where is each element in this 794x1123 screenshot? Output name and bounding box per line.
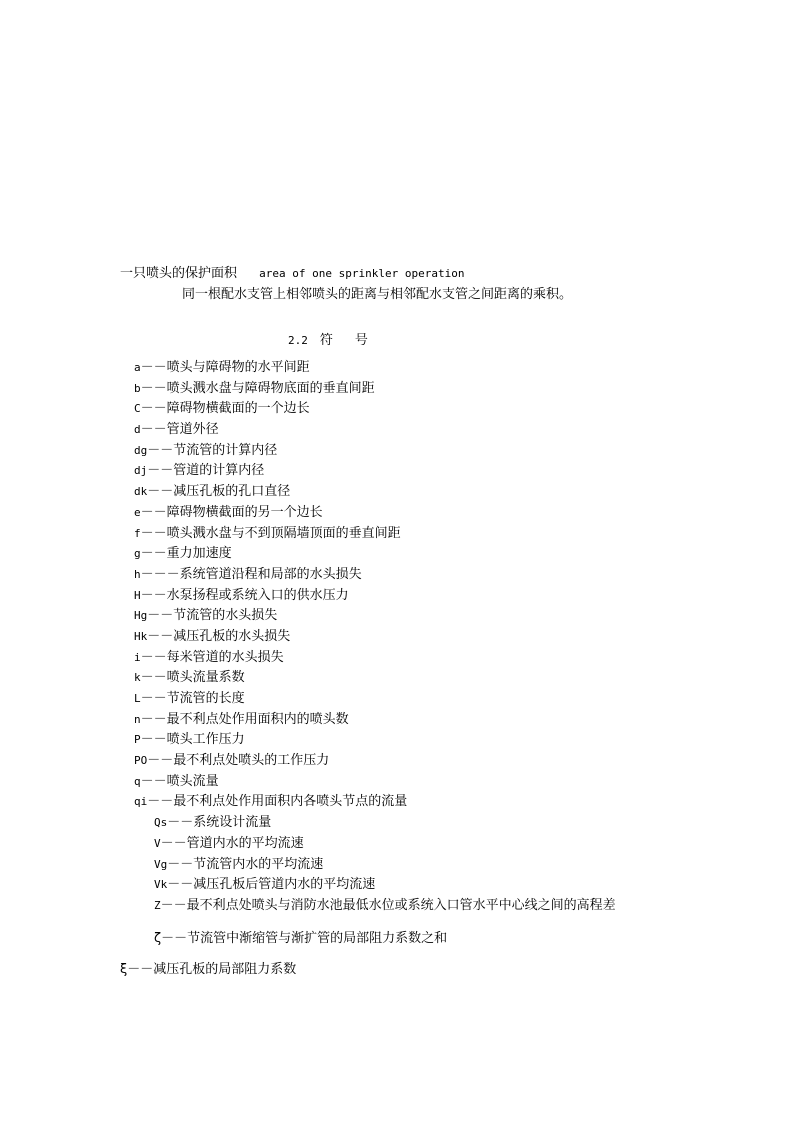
symbol-description: －－系统设计流量 bbox=[167, 815, 272, 831]
symbol-code: b bbox=[134, 381, 141, 395]
symbol-item bbox=[134, 896, 616, 917]
symbol-code: P bbox=[134, 733, 141, 747]
symbol-item bbox=[134, 710, 616, 731]
symbol-description: －－喷头工作压力 bbox=[140, 732, 245, 748]
symbol-description: －－节流管的长度 bbox=[140, 691, 245, 706]
symbol-description: －－节流管内水的平均流速 bbox=[167, 856, 324, 872]
symbol-item bbox=[134, 606, 616, 627]
symbol-item bbox=[134, 772, 616, 793]
definition-description: 同一根配水支管上相邻喷头的距离与相邻配水支管之间距离的乘积。 bbox=[182, 287, 573, 302]
symbol-item bbox=[134, 441, 616, 462]
symbol-code: L bbox=[134, 692, 141, 705]
symbol-description: －－减压孔板的局部阻力系数 bbox=[127, 962, 297, 977]
symbol-description: －－减压孔板的孔口直径 bbox=[147, 484, 291, 500]
symbol-code: H bbox=[134, 588, 141, 602]
symbol-item bbox=[134, 420, 616, 441]
symbol-code: a bbox=[134, 361, 141, 374]
symbol-code: ξ bbox=[120, 962, 128, 977]
section-number: 2.2 bbox=[288, 334, 308, 347]
symbol-description: －－喷头与障碍物的水平间距 bbox=[140, 360, 310, 375]
section-heading bbox=[288, 332, 368, 350]
definition-term-en: area of one sprinkler operation bbox=[259, 267, 465, 280]
symbol-code: dk bbox=[134, 485, 148, 499]
symbol-description: －－重力加速度 bbox=[140, 546, 232, 562]
symbol-code: Hg bbox=[134, 609, 148, 623]
definition-line bbox=[120, 265, 464, 283]
symbol-item bbox=[134, 358, 616, 379]
symbol-description: －－节流管的水头损失 bbox=[147, 608, 278, 624]
symbol-description: －－水泵扬程或系统入口的供水压力 bbox=[140, 587, 349, 603]
symbol-description: －－管道的计算内径 bbox=[147, 463, 265, 479]
symbol-code: d bbox=[134, 423, 141, 437]
symbol-description: －－最不利点处喷头的工作压力 bbox=[147, 753, 330, 769]
symbol-description: －－喷头流量 bbox=[140, 773, 219, 789]
symbol-description: －－喷头溅水盘与障碍物底面的垂直间距 bbox=[140, 380, 375, 396]
symbol-code: Qs bbox=[154, 816, 168, 830]
symbol-description: －－喷头溅水盘与不到顶隔墙顶面的垂直间距 bbox=[140, 525, 401, 541]
symbol-list bbox=[134, 358, 616, 949]
symbol-description: －－－系统管道沿程和局部的水头损失 bbox=[140, 566, 362, 582]
symbol-code: V bbox=[154, 836, 161, 850]
symbol-description: －－减压孔板的水头损失 bbox=[147, 628, 291, 644]
symbol-code: Hk bbox=[134, 629, 148, 643]
symbol-description: －－管道外径 bbox=[140, 422, 219, 438]
symbol-description: －－最不利点处作用面积内各喷头节点的流量 bbox=[147, 794, 408, 810]
symbol-code: g bbox=[134, 547, 141, 561]
symbol-description: －－喷头流量系数 bbox=[140, 670, 245, 686]
symbol-item bbox=[134, 461, 616, 482]
symbol-code: ζ bbox=[154, 930, 162, 946]
symbol-code: i bbox=[134, 650, 141, 664]
symbol-description: －－最不利点处喷头与消防水池最低水位或系统入口管水平中心线之间的高程差 bbox=[160, 897, 616, 913]
symbol-description: －－每米管道的水头损失 bbox=[140, 649, 284, 665]
symbol-description: －－减压孔板后管道内水的平均流速 bbox=[167, 877, 376, 893]
symbol-item bbox=[134, 730, 616, 751]
symbol-code: Vg bbox=[154, 857, 168, 871]
symbol-code: C bbox=[134, 402, 141, 416]
symbol-item bbox=[134, 648, 616, 669]
symbol-item bbox=[134, 929, 616, 950]
symbol-code: f bbox=[134, 526, 141, 540]
symbol-code: q bbox=[134, 774, 141, 788]
symbol-item bbox=[134, 544, 616, 565]
symbol-item bbox=[134, 751, 616, 772]
definition-term: 一只喷头的保护面积 bbox=[120, 266, 238, 281]
symbol-item bbox=[134, 627, 616, 648]
symbol-code: PO bbox=[134, 754, 148, 768]
symbol-item bbox=[134, 379, 616, 400]
symbol-code: e bbox=[134, 505, 141, 519]
symbol-item bbox=[134, 855, 616, 876]
symbol-item bbox=[134, 792, 616, 813]
symbol-code: dj bbox=[134, 464, 148, 478]
symbol-code: Z bbox=[154, 898, 161, 912]
symbol-code: dg bbox=[134, 443, 148, 457]
symbol-item-last bbox=[120, 960, 296, 980]
symbol-description: －－节流管中渐缩管与渐扩管的局部阻力系数之和 bbox=[161, 930, 448, 946]
symbol-description: －－管道内水的平均流速 bbox=[160, 835, 304, 851]
symbol-description: －－节流管的计算内径 bbox=[147, 442, 278, 458]
symbol-code: k bbox=[134, 671, 141, 685]
symbol-description: －－障碍物横截面的一个边长 bbox=[140, 401, 310, 417]
symbol-item bbox=[134, 668, 616, 689]
symbol-code: h bbox=[134, 567, 141, 581]
symbol-item bbox=[134, 565, 616, 586]
symbol-item bbox=[134, 834, 616, 855]
section-title-part2: 号 bbox=[354, 333, 368, 348]
symbol-item bbox=[134, 399, 616, 420]
symbol-code: qi bbox=[134, 795, 148, 809]
symbol-item bbox=[134, 482, 616, 503]
symbol-description: －－最不利点处作用面积内的喷头数 bbox=[140, 711, 349, 727]
symbol-item bbox=[134, 875, 616, 896]
symbol-item bbox=[134, 524, 616, 545]
symbol-code: n bbox=[134, 712, 141, 726]
symbol-item bbox=[134, 689, 616, 710]
symbol-item bbox=[134, 503, 616, 524]
symbol-item bbox=[134, 813, 616, 834]
symbol-description: －－障碍物横截面的另一个边长 bbox=[140, 504, 323, 520]
symbol-item bbox=[134, 586, 616, 607]
symbol-code: Vk bbox=[154, 878, 168, 892]
section-title-part1: 符 bbox=[319, 333, 333, 348]
